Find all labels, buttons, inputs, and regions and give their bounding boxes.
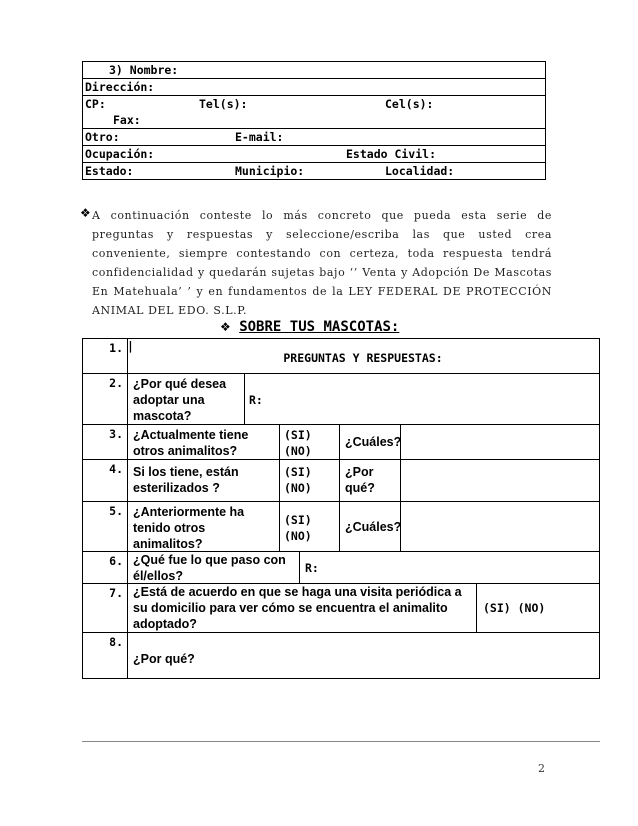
cell-divider — [476, 584, 477, 633]
label-municipio: Municipio: — [235, 164, 305, 178]
instructions-text: A continuación conteste lo más concreto que pueda esta serie de preguntas y respuestas y seleccione/escriba las que usted crea conveniente, siempre contestando con certeza, toda respuesta tendrá confidencialidad y quedarán sujetas bajo ‘’ Venta y Adopción De Mascotas En Matehuala’ ’ y en fundamentos de la LEY FEDERAL DE PROTECCIÓN ANIMAL DEL EDO. S.L.P. — [92, 209, 552, 317]
row-contact — [83, 95, 545, 128]
cell-divider — [279, 502, 280, 552]
header-mark: | — [127, 339, 134, 353]
cell-divider — [279, 460, 280, 502]
question-row-8 — [83, 632, 599, 679]
row-estado — [83, 162, 545, 179]
section-title — [220, 319, 399, 335]
footer-divider — [82, 741, 600, 742]
instructions-block — [80, 206, 552, 320]
row-otro — [83, 128, 545, 145]
cell-divider — [400, 425, 401, 460]
question-number: 7. — [109, 586, 123, 600]
header-text: PREGUNTAS Y RESPUESTAS: — [283, 351, 443, 365]
question-text: ¿Está de acuerdo en que se haga una visita periódica a su domicilio para ver cómo se encuentra el animalito adoptado? — [133, 585, 462, 631]
yes-no-option[interactable]: (SI) (NO) — [284, 513, 312, 543]
question-text: ¿Por qué desea adoptar una mascota? — [133, 377, 227, 423]
yes-no-option[interactable]: (SI) (NO) — [284, 465, 312, 495]
label-otro: Otro: — [85, 130, 120, 144]
yes-no-option[interactable]: (SI) (NO) — [284, 428, 312, 458]
answer-label[interactable]: R: — [249, 393, 263, 407]
label-tel: Tel(s): — [199, 97, 248, 111]
answer-label[interactable]: R: — [305, 561, 319, 575]
question-number: 4. — [109, 462, 123, 476]
questions-table — [82, 338, 600, 679]
label-fax: Fax: — [113, 113, 141, 127]
label-estado: Estado: — [85, 164, 134, 178]
question-row-5 — [83, 501, 599, 552]
question-row-7 — [83, 583, 599, 633]
label-cel: Cel(s): — [385, 97, 434, 111]
cell-divider — [400, 502, 401, 552]
label-email: E-mail: — [235, 130, 284, 144]
cell-divider — [400, 460, 401, 502]
question-row-4 — [83, 459, 599, 502]
cell-divider — [339, 460, 340, 502]
yes-no-option[interactable]: (SI) (NO) — [483, 601, 546, 615]
question-text: ¿Actualmente tiene otros animalitos? — [133, 428, 249, 458]
cell-divider — [339, 425, 340, 460]
label-direccion: Dirección: — [85, 80, 155, 94]
label-nombre: 3) Nombre: — [109, 63, 179, 77]
question-number: 5. — [109, 504, 123, 518]
section-title-text: SOBRE TUS MASCOTAS: — [239, 319, 400, 335]
question-text: ¿Por qué? — [133, 652, 195, 666]
followup-label: ¿Por qué? — [345, 465, 375, 495]
followup-label: ¿Cuáles? — [345, 435, 402, 449]
followup-label: ¿Cuáles? — [345, 520, 402, 534]
header-row — [83, 339, 599, 373]
row-ocupacion — [83, 145, 545, 162]
page-number: 2 — [538, 762, 545, 775]
question-row-6 — [83, 551, 599, 584]
question-text: ¿Qué fue lo que paso con él/ellos? — [133, 553, 286, 583]
diamond-bullet-icon: ❖ — [80, 206, 91, 220]
cell-divider — [299, 552, 300, 584]
row-direccion — [83, 78, 545, 95]
question-text: Si los tiene, están esterilizados ? — [133, 465, 239, 495]
question-number: 8. — [109, 635, 123, 649]
diamond-bullet-icon: ❖ — [220, 320, 231, 334]
personal-info-table — [82, 61, 546, 180]
label-estado-civil: Estado Civil: — [346, 147, 437, 161]
question-number: 3. — [109, 427, 123, 441]
label-ocupacion: Ocupación: — [85, 147, 155, 161]
question-number: 6. — [109, 554, 123, 568]
label-localidad: Localidad: — [385, 164, 455, 178]
question-number: 2. — [109, 376, 123, 390]
question-row-3 — [83, 424, 599, 460]
question-row-2 — [83, 373, 599, 425]
cell-divider — [279, 425, 280, 460]
cell-divider — [244, 374, 245, 425]
row-nombre — [83, 62, 545, 78]
header-number: 1. — [109, 341, 123, 355]
question-text: ¿Anteriormente ha tenido otros animalitos? — [133, 505, 245, 551]
label-cp: CP: — [85, 97, 106, 111]
cell-divider — [339, 502, 340, 552]
